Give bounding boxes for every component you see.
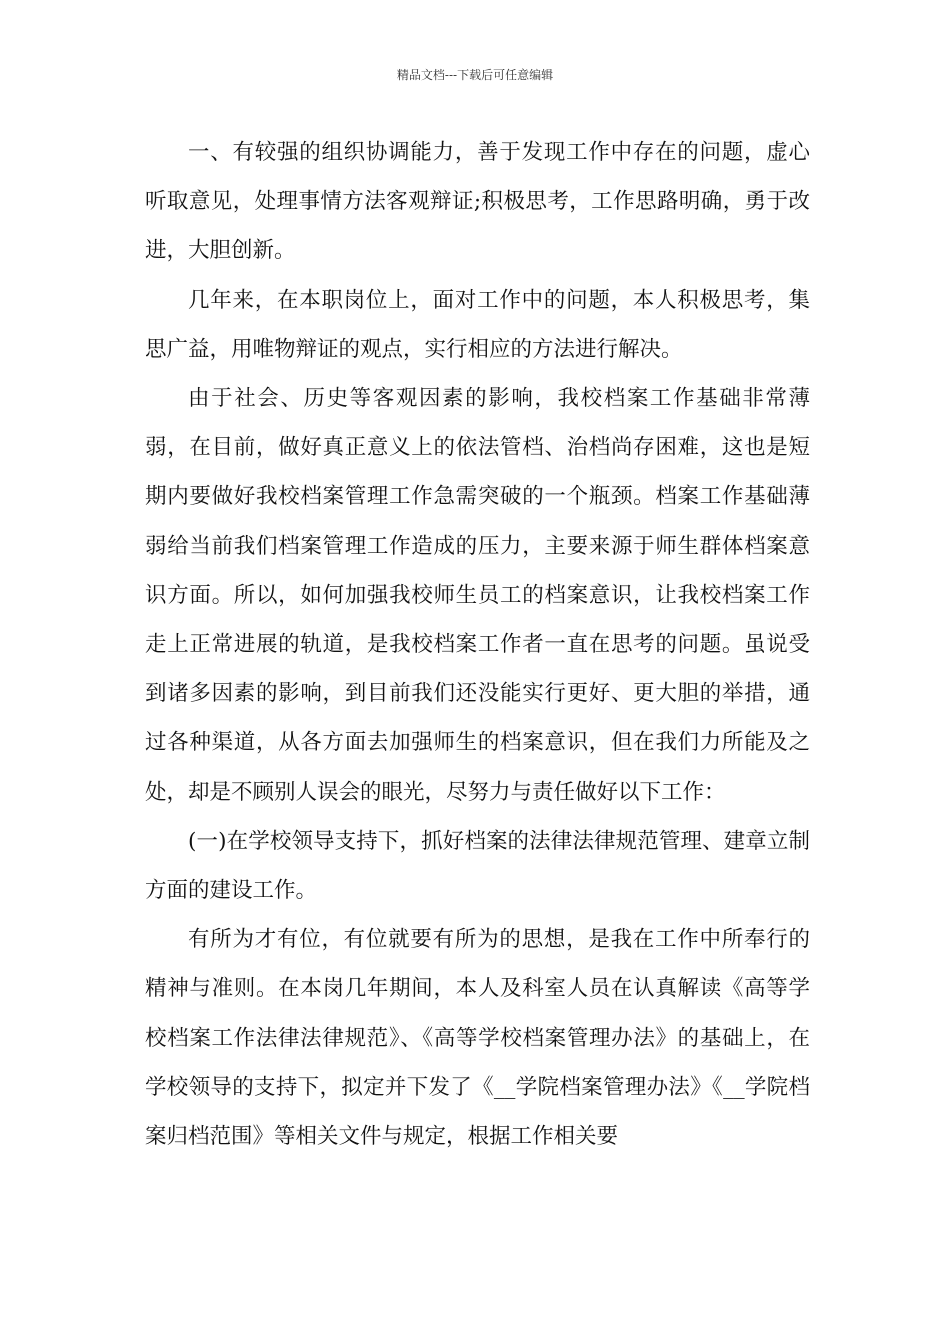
paragraph-2: 几年来，在本职岗位上，面对工作中的问题，本人积极思考，集思广益，用唯物辩证的观点，实行相应的方法进行解决。 bbox=[145, 287, 810, 362]
paragraph-1: 一、有较强的组织协调能力，善于发现工作中存在的问题，虚心听取意见，处理事情方法客观辩证;积极思考，工作思路明确，勇于改进，大胆创新。 bbox=[145, 140, 810, 264]
document-body bbox=[145, 128, 810, 1161]
paragraph-5: 有所为才有位，有位就要有所为的思想，是我在工作中所奉行的精神与准则。在本岗几年期间，本人及科室人员在认真解读《高等学校档案工作法律法律规范》、《高等学校档案管理办法》的基础上，在学校领导的支持下，拟定并下发了《__学院档案管理办法》《__学院档案归档范围》等相关文件与规定，根据工作相关要 bbox=[145, 927, 810, 1150]
paragraph-4: (一)在学校领导支持下，抓好档案的法律法律规范管理、建章立制方面的建设工作。 bbox=[145, 828, 810, 904]
paragraph-3: 由于社会、历史等客观因素的影响，我校档案工作基础非常薄弱，在目前，做好真正意义上的依法管档、治档尚存困难，这也是短期内要做好我校档案管理工作急需突破的一个瓶颈。档案工作基础薄弱给当前我们档案管理工作造成的压力，主要来源于师生群体档案意识方面。所以，如何加强我校师生员工的档案意识，让我校档案工作走上正常进展的轨道，是我校档案工作者一直在思考的问题。虽说受到诸多因素的影响，到目前我们还没能实行更好、更大胆的举措，通过各种渠道，从各方面去加强师生的档案意识，但在我们力所能及之处，却是不顾别人误会的眼光，尽努力与责任做好以下工作： bbox=[145, 386, 810, 805]
page-header: 精品文档---下载后可任意编辑 bbox=[396, 68, 554, 82]
